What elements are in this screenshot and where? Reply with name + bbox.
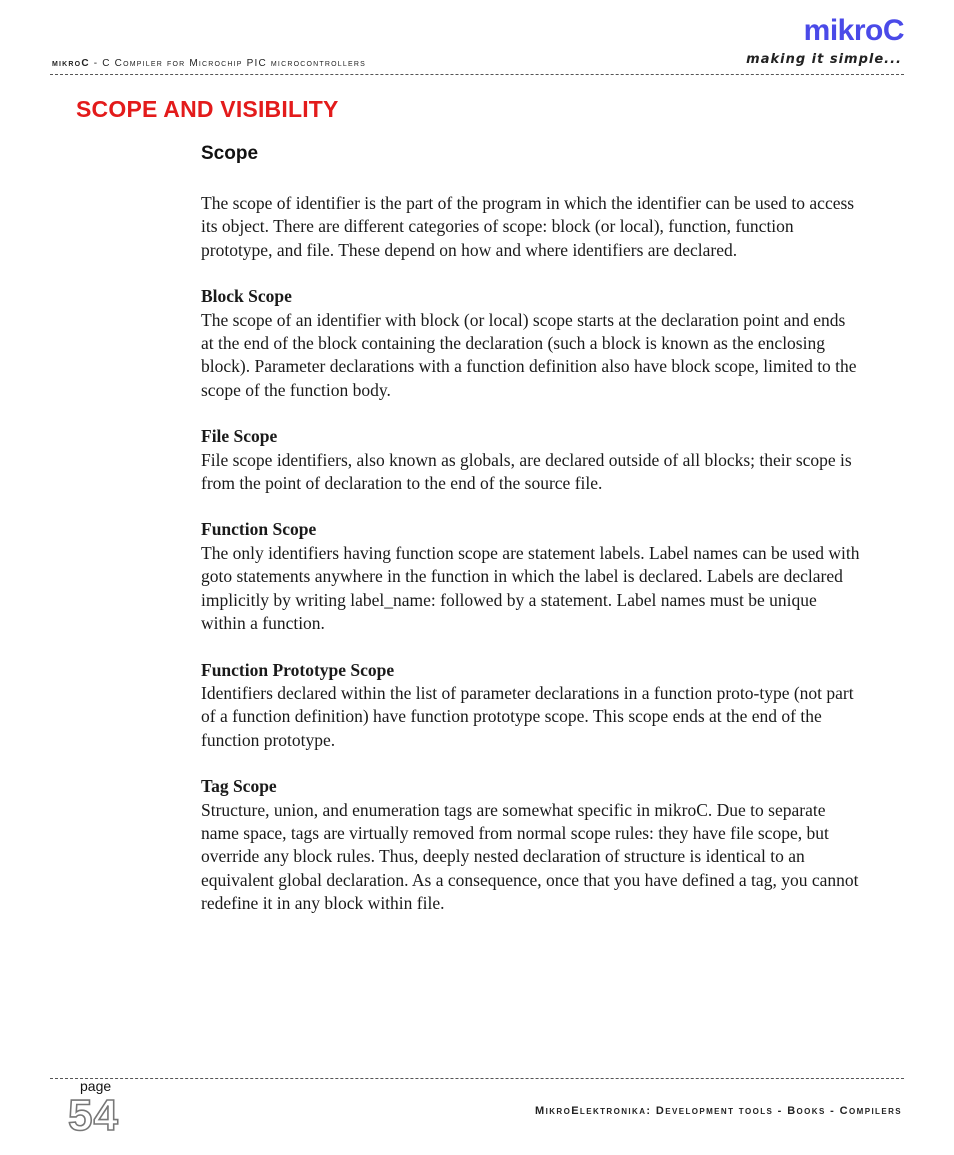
section-heading: File Scope xyxy=(201,426,278,447)
footer-divider xyxy=(50,1078,904,1079)
tag-scope-section xyxy=(201,775,861,915)
file-scope-section xyxy=(201,425,861,495)
header-divider xyxy=(50,74,904,75)
running-header-brand: mikroC xyxy=(52,58,90,69)
section-text: File scope identifiers, also known as globals, are declared outside of all blocks; their scope is from the point of declaration to the end of the source file. xyxy=(201,449,852,494)
block-scope-section xyxy=(201,285,861,402)
logo-tagline: making it simple... xyxy=(746,52,902,67)
page-number: 54 xyxy=(68,1091,119,1140)
section-title: SCOPE AND VISIBILITY xyxy=(76,96,339,122)
running-header-subtitle: - C Compiler for Microchip PIC microcontrollers xyxy=(93,58,366,69)
intro-paragraph: The scope of identifier is the part of the program in which the identifier can be used to access its object. There are different categories of scope: block (or local), function, function prototype, and file. These depend on how and where identifiers are declared. xyxy=(201,193,855,260)
page-subtitle: Scope xyxy=(201,143,259,164)
section-text: Structure, union, and enumeration tags are somewhat specific in mikroC. Due to separate name space, tags are virtually removed from normal scope rules: they have file scope, but override any block rules. Thus, deeply nested declaration of structure is identical to an equivalent global declaration. As a consequence, once that you have defined a tag, you cannot redefine it in any block within file. xyxy=(201,799,859,914)
section-text: The scope of an identifier with block (or local) scope starts at the declaration point and ends at the end of the block containing the declaration (such a block is known as the enclosing block). Parameter declarations with a function definition also have block scope, limited to the scope of the function body. xyxy=(201,309,857,400)
section-heading: Block Scope xyxy=(201,286,292,307)
function-prototype-scope-section xyxy=(201,659,861,753)
main-content xyxy=(201,140,861,939)
running-header xyxy=(52,58,366,69)
section-text: Identifiers declared within the list of parameter declarations in a function proto-type (not part of a function definition) have function prototype scope. This scope ends at the end of the function prototype. xyxy=(201,682,854,750)
publisher-footer: MikroElektronika: Development tools - Books - Compilers xyxy=(535,1105,902,1117)
section-heading: Function Scope xyxy=(201,519,317,540)
section-heading: Function Prototype Scope xyxy=(201,659,395,680)
function-scope-section xyxy=(201,518,861,635)
section-text: The only identifiers having function scope are statement labels. Label names can be used with goto statements anywhere in the function in which the label is declared. Labels are declared implicitly by writing label_name: followed by a statement. Label names must be unique within a function. xyxy=(201,542,860,634)
section-heading: Tag Scope xyxy=(201,776,277,797)
page-label: page xyxy=(80,1078,112,1094)
mikroc-logo: mikroC xyxy=(803,14,904,47)
